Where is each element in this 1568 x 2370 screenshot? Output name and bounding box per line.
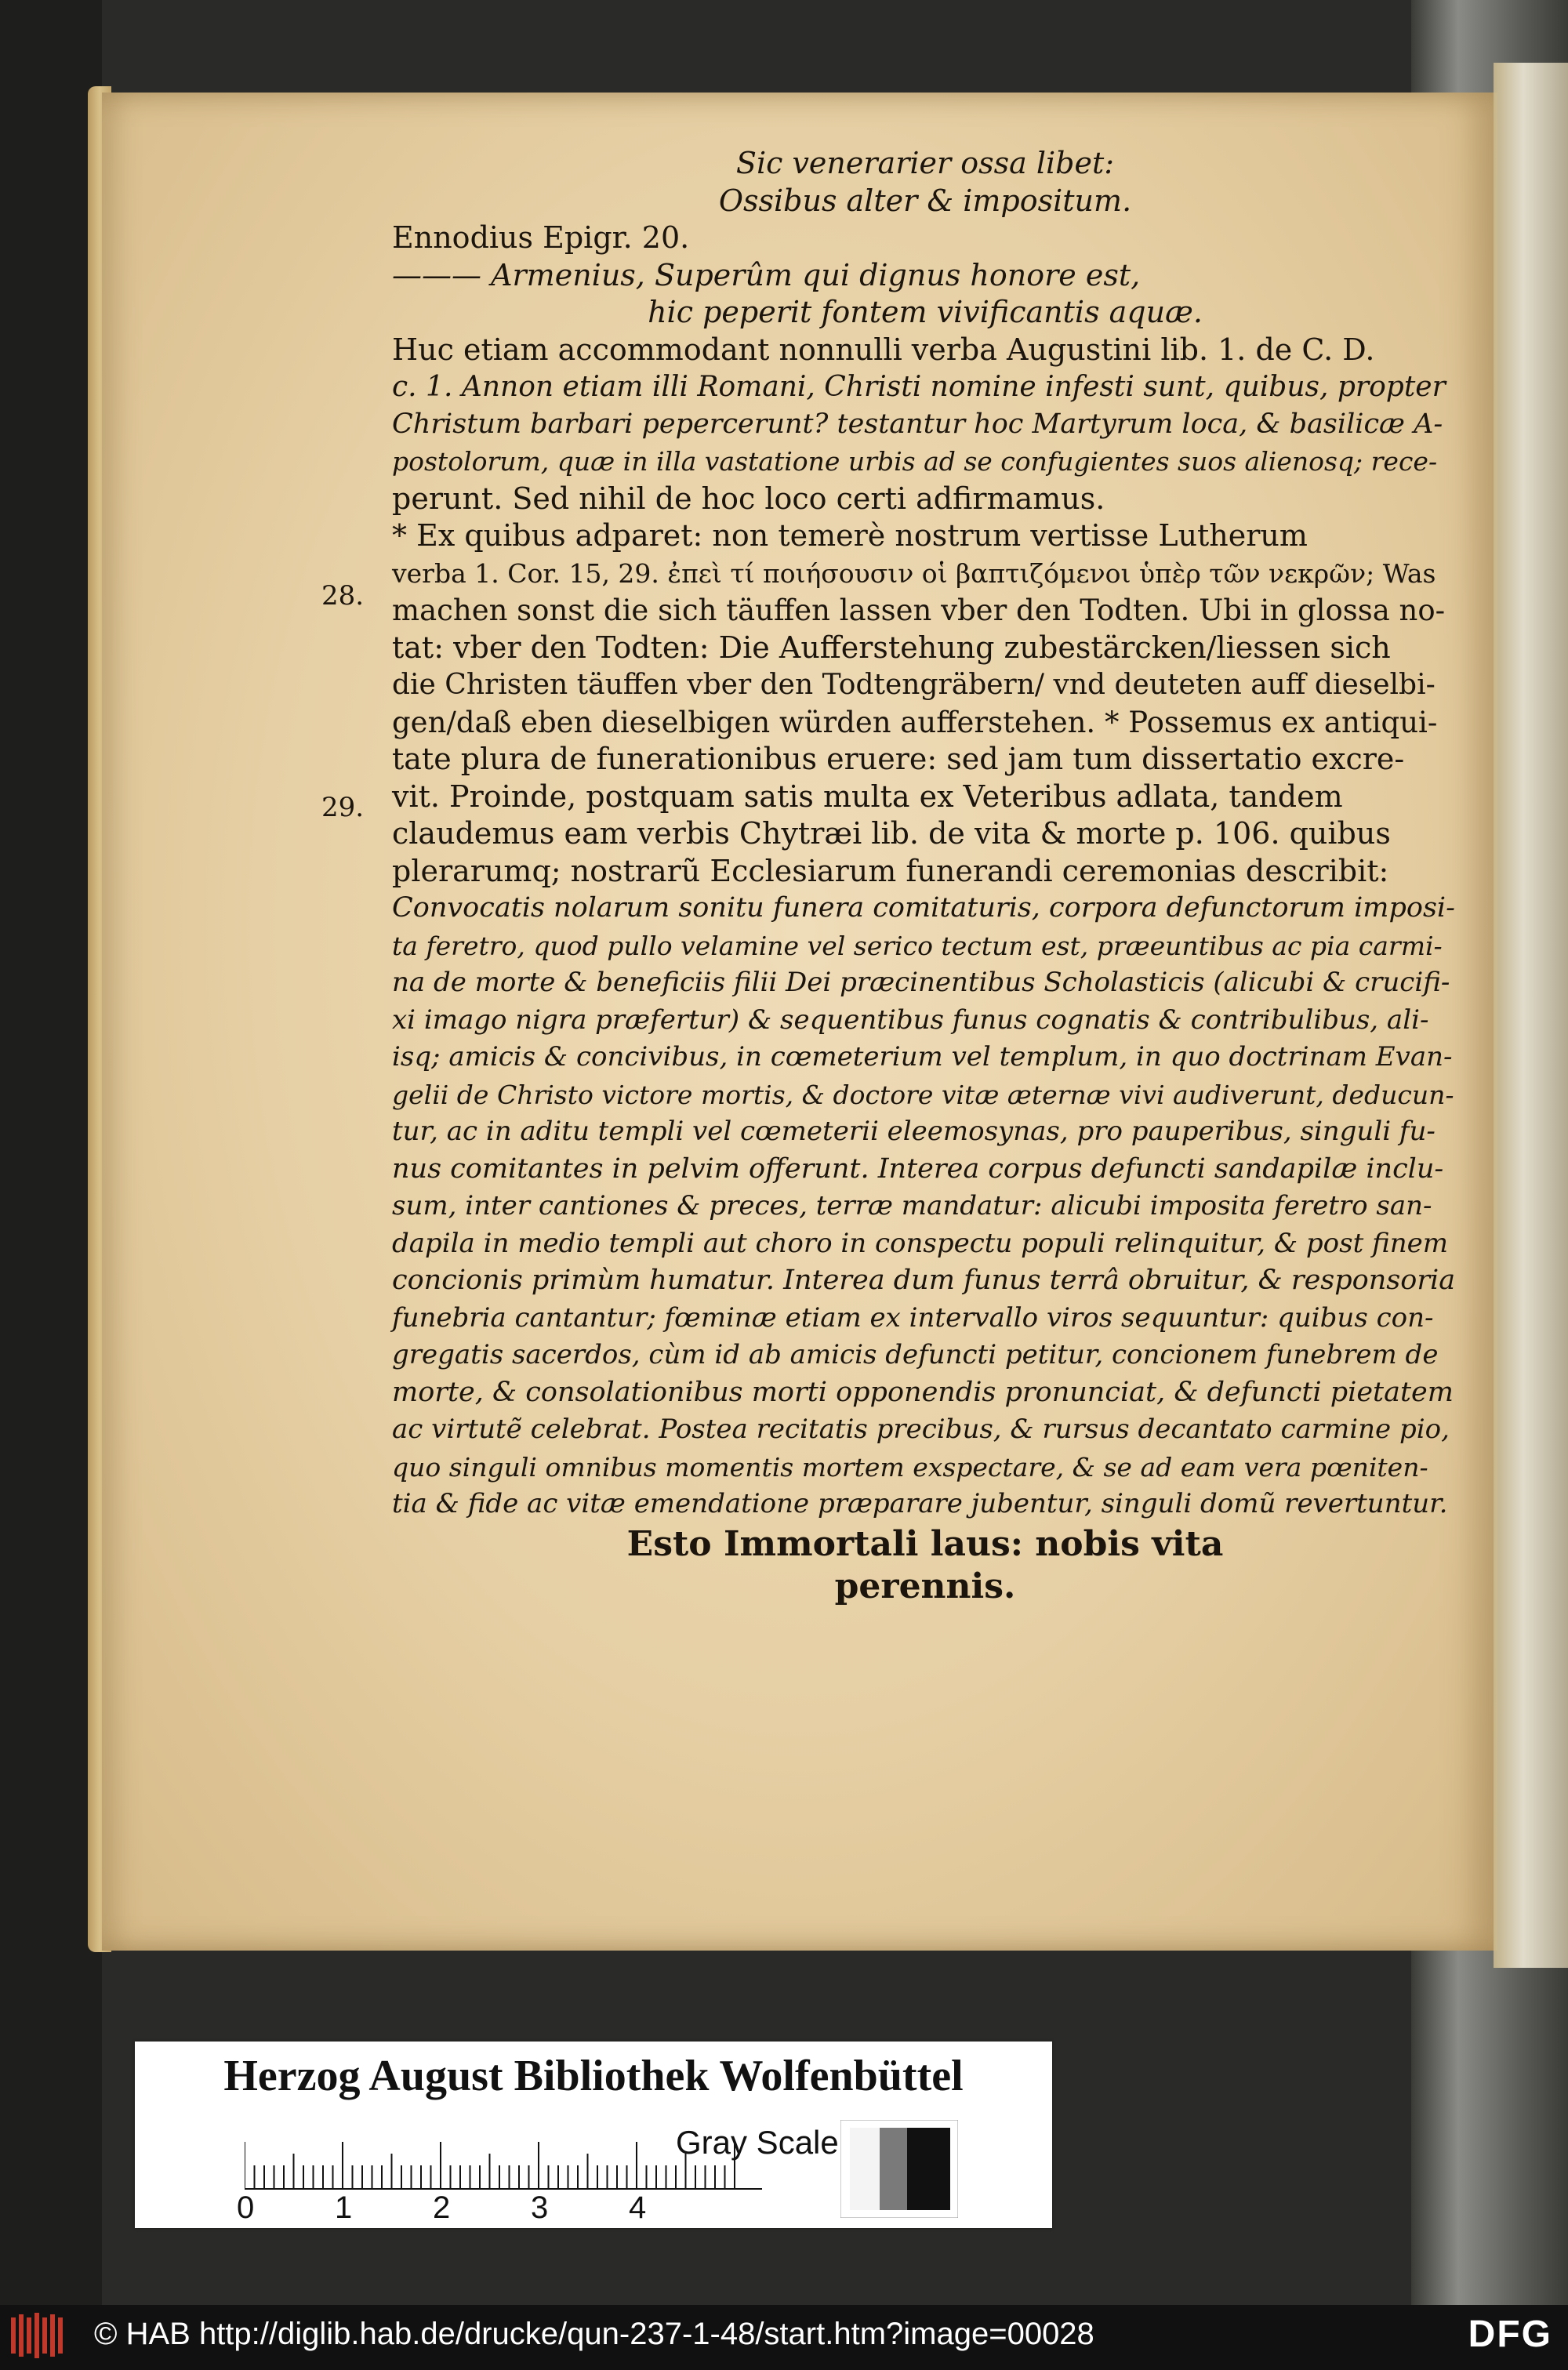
text-line: claudemus eam verbis Chytræi lib. de vita & morte p. 106. quibus (392, 816, 1391, 851)
text-line: hic peperit fontem vivificantis aquæ. (648, 295, 1203, 329)
text-line: na de morte & beneficiis filii Dei præcinentibus Scholasticis (alicubi & crucifi- (392, 967, 1450, 998)
scale-number: 4 (629, 2190, 647, 2225)
text-line: vit. Proinde, postquam satis multa ex Veteribus adlata, tandem (392, 779, 1343, 814)
text-line: tat: vber den Todten: Die Aufferstehung zubestärcken/liessen sich (392, 630, 1391, 665)
text-line: ac virtutẽ celebrat. Postea recitatis precibus, & rursus decantato carmine pio, (392, 1414, 1450, 1445)
text-line: Christum barbari pepercerunt? testantur hoc Martyrum loca, & basilicæ A- (392, 408, 1443, 440)
library-name: Herzog August Bibliothek Wolfenbüttel (223, 2052, 964, 2100)
text-line: quo singuli omnibus momentis mortem exspectare, & se ad eam vera pœniten- (392, 1451, 1428, 1483)
gray-scale-swatch (840, 2120, 958, 2218)
text-line: isq; amicis & concivibus, in cœmeterium vel templum, in quo doctrinam Evan- (392, 1041, 1453, 1072)
dfg-logo: DFG (1468, 2314, 1552, 2355)
text-line: die Christen täuffen vber den Todtengräbern/ vnd deuteten auff dieselbi- (392, 669, 1436, 701)
margin-number-28: 28. (321, 580, 365, 612)
text-line: tia & fide ac vitæ emendatione præparare jubentur, singuli domũ revertuntur. (392, 1488, 1448, 1519)
text-line: Huc etiam accommodant nonnulli verba Augustini lib. 1. de C. D. (392, 332, 1375, 367)
text-line: nus comitantes in pelvim offerunt. Interea corpus defuncti sandapilæ inclu- (392, 1152, 1444, 1185)
text-line: tate plura de funerationibus eruere: sed jam tum dissertatio excre- (392, 742, 1405, 776)
text-line: Ennodius Epigr. 20. (392, 220, 690, 255)
text-line: gen/daß eben dieselbigen würden aufferstehen. * Possemus ex antiqui- (392, 705, 1438, 739)
text-line: Ossibus alter & impositum. (718, 183, 1132, 218)
margin-number-29: 29. (321, 792, 365, 823)
text-line: machen sonst die sich täuffen lassen vber den Todten. Ubi in glossa no- (392, 593, 1446, 627)
page-text (392, 145, 1458, 1608)
closing-line: perennis. (834, 1566, 1016, 1606)
text-line: perunt. Sed nihil de hoc loco certi adfirmamus. (392, 481, 1105, 516)
text-line: ta feretro, quod pullo velamine vel serico tectum est, præeuntibus ac pia carmi- (392, 930, 1443, 961)
text-line: * Ex quibus adparet: non temerè nostrum vertisse Lutherum (392, 518, 1308, 553)
scan-background-left (0, 0, 102, 2305)
text-line: xi imago nigra præfertur) & sequentibus funus cognatis & contribulibus, ali- (392, 1004, 1429, 1036)
copyright-url[interactable]: © HAB http://diglib.hab.de/drucke/qun-237-1-48/start.htm?image=00028 (94, 2317, 1094, 2351)
text-line: ——— Armenius, Superûm qui dignus honore est, (392, 257, 1141, 292)
text-line: c. 1. Annon etiam illi Romani, Christi nomine infesti sunt, quibus, propter (392, 371, 1446, 403)
gray-scale-label: Gray Scale (676, 2124, 839, 2161)
text-line: morte, & consolationibus morti opponendis pronunciat, & defuncti pietatem (392, 1376, 1454, 1408)
text-line: Sic venerarier ossa libet: (735, 146, 1115, 180)
text-line: concionis primùm humatur. Interea dum funus terrâ obruitur, & responsoria (392, 1265, 1456, 1296)
page-gutter (1494, 63, 1568, 1968)
color-scale-card (135, 2042, 1052, 2228)
text-line: verba 1. Cor. 15, 29. ἐπεὶ τί ποιήσουσιν οἱ βαπτιζόμενοι ὑπὲρ τῶν νεκρῶν; Was (392, 557, 1436, 589)
text-line: tur, ac in aditu templi vel cœmeterii eleemosynas, pro pauperibus, singuli fu- (392, 1116, 1436, 1147)
scale-number: 1 (335, 2190, 353, 2225)
text-line: sum, inter cantiones & preces, terræ mandatur: alicubi imposita feretro san- (392, 1190, 1432, 1221)
scale-number: 2 (433, 2190, 451, 2225)
text-line: gregatis sacerdos, cùm id ab amicis defuncti petitur, concionem funebrem de (392, 1339, 1439, 1370)
text-line: plerarumq; nostrarũ Ecclesiarum funerandi ceremonias describit: (392, 853, 1389, 888)
text-line: dapila in medio templi aut choro in conspectu populi relinquitur, & post finem (392, 1227, 1449, 1259)
scale-number: 3 (531, 2190, 549, 2225)
text-line: postolorum, quæ in illa vastatione urbis ad se confugientes suos alienosq; rece- (392, 446, 1438, 477)
text-line: funebria cantantur; fœminæ etiam ex intervallo viros sequuntur: quibus con- (392, 1301, 1434, 1334)
scale-number: 0 (237, 2190, 255, 2225)
closing-line: Esto Immortali laus: nobis vita (626, 1523, 1224, 1564)
text-line: gelii de Christo victore mortis, & doctore vitæ æternæ vivi audiverunt, deducun- (392, 1079, 1454, 1110)
text-line: Convocatis nolarum sonitu funera comitaturis, corpora defunctorum imposi- (392, 892, 1455, 924)
hab-logo-icon (9, 2311, 71, 2360)
